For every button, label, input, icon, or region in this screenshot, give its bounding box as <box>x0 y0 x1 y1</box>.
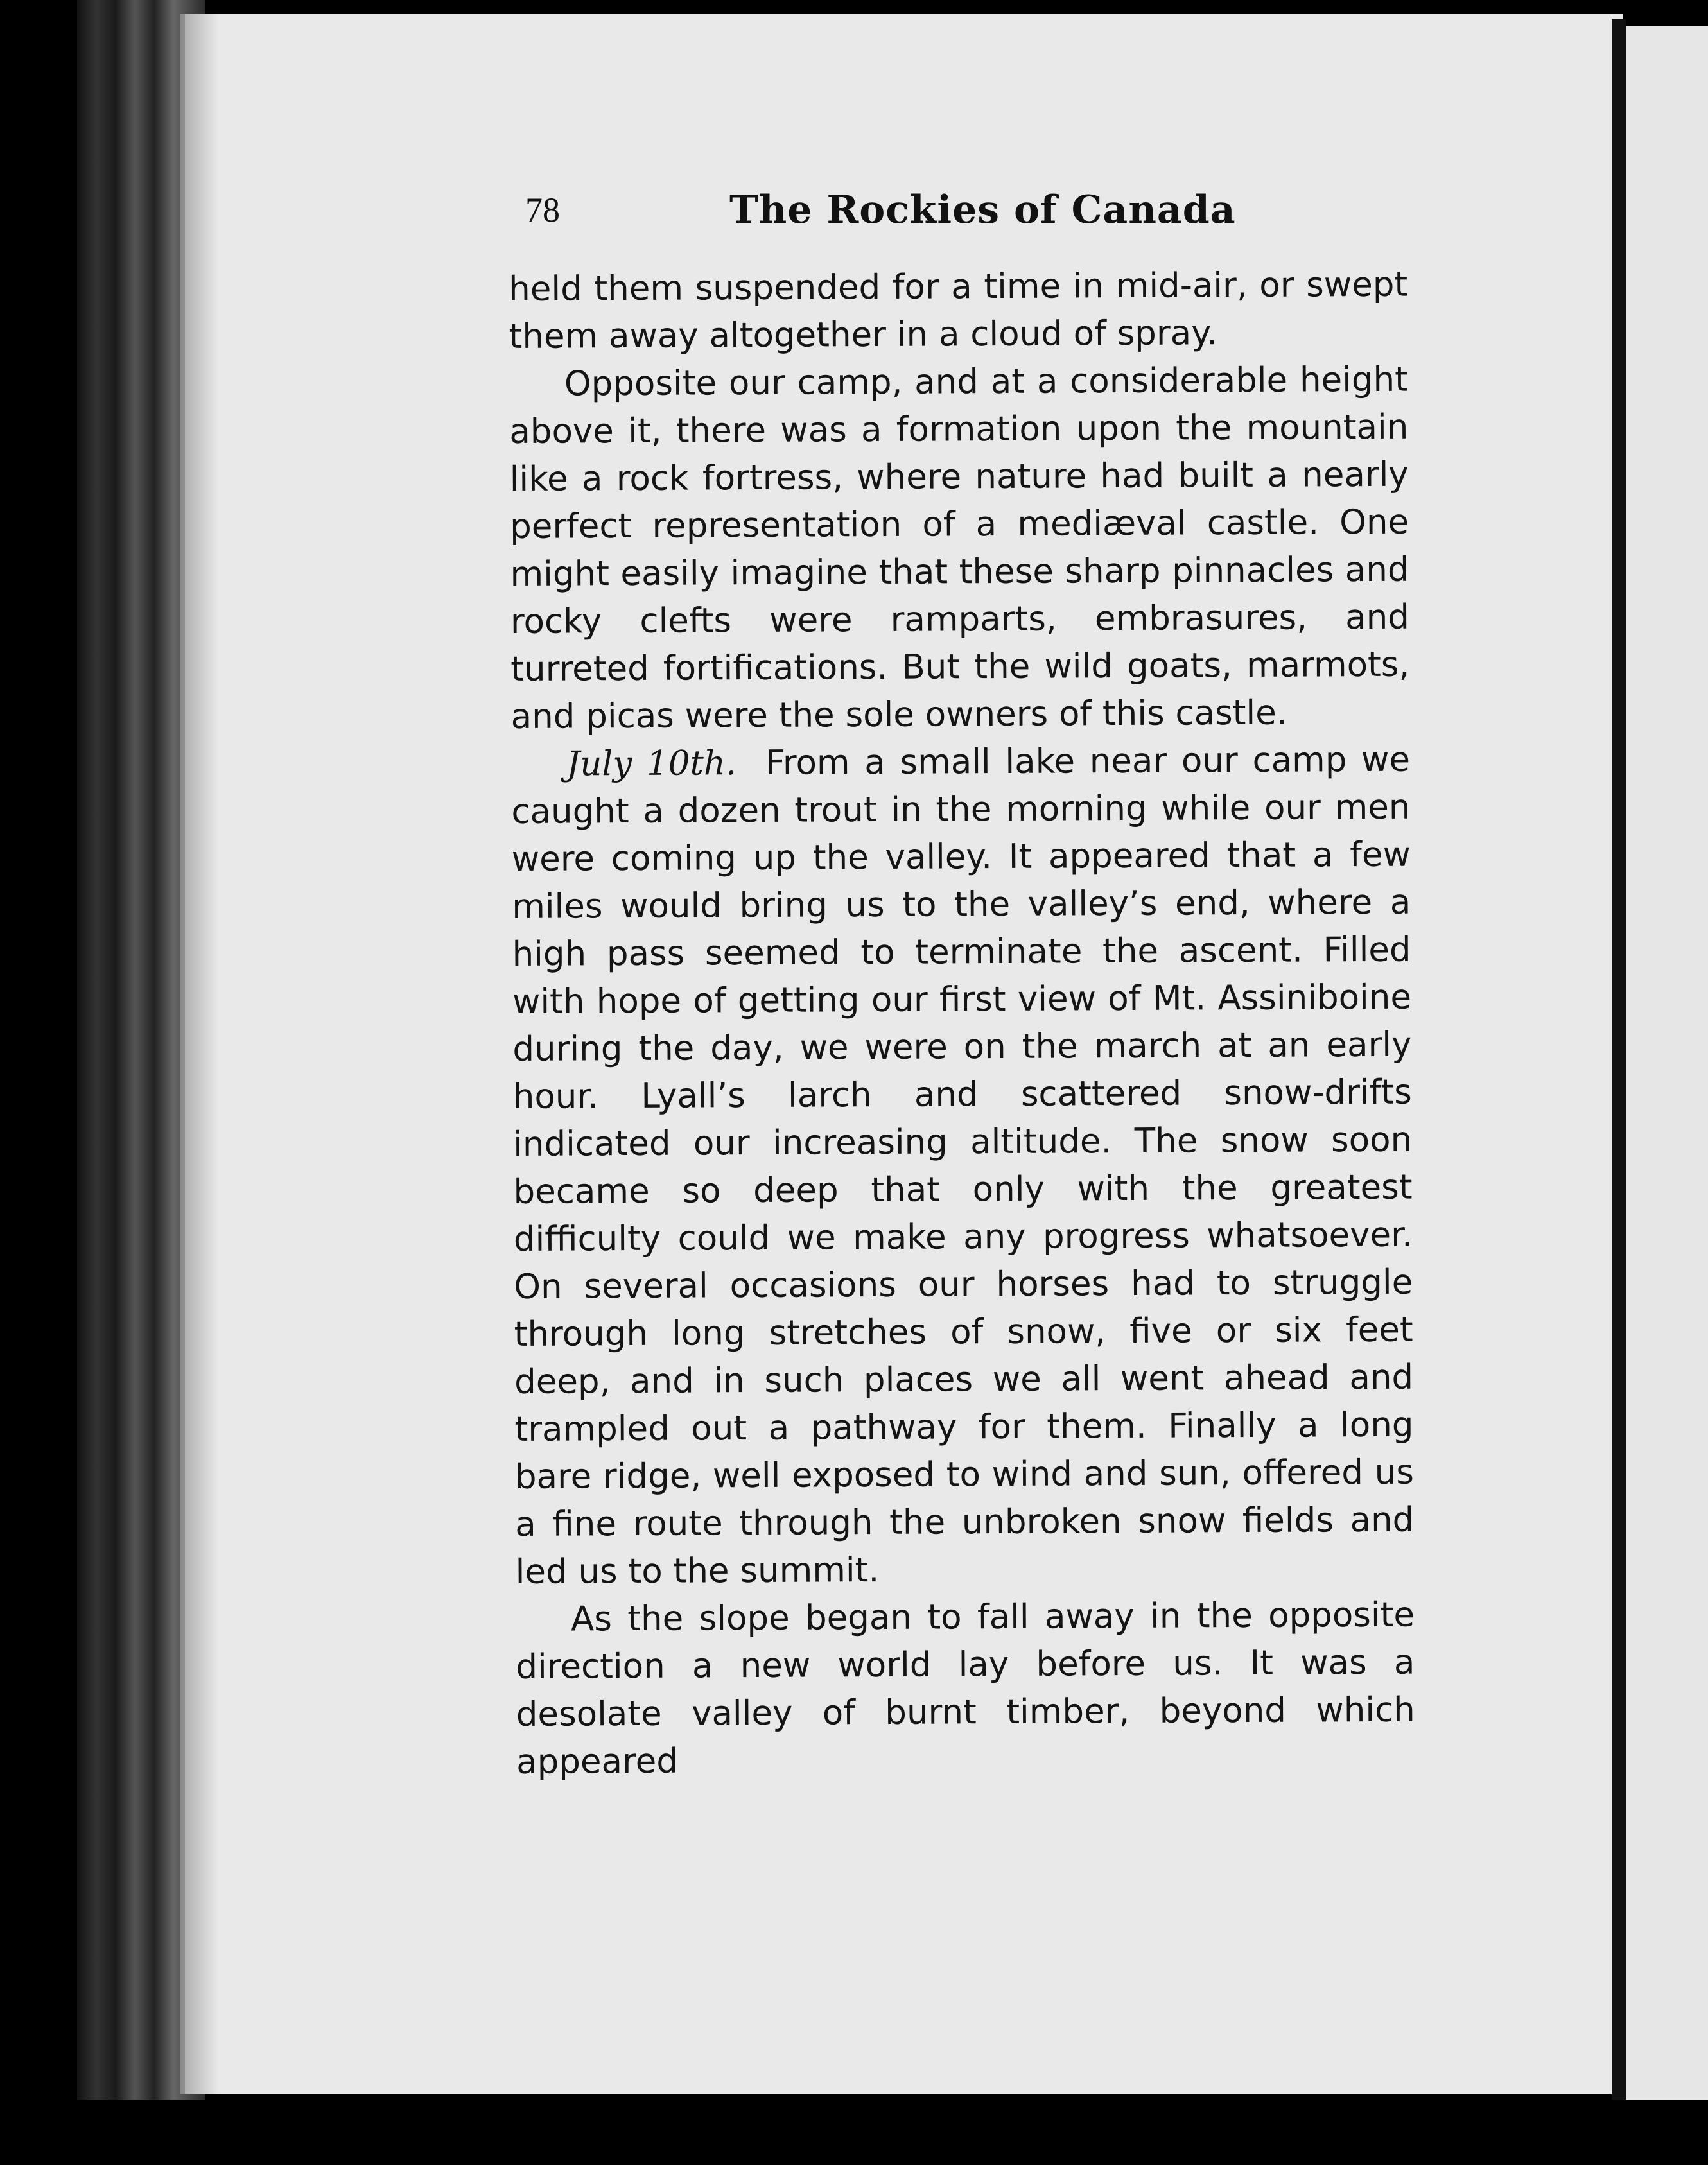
page-gutter-shadow <box>180 14 218 2094</box>
running-title: The Rockies of Canada <box>729 187 1236 232</box>
paragraph-3-text: From a small lake near our camp we caught a dozen trout in the morning while our men were coming up the valley. It appeared that a few miles would bring us to the valley’s end, where a high pass seemed to terminate the ascent. Filled with hope of getting our first view of Mt. Assiniboine during the day, we were on the march at an early hour. Lyall’s larch and scattered snow-drifts indicated our increasing altitude. The snow soon became so deep that only with the greatest difficulty could we make any progress whatsoever. On several occasions our horses had to struggle through long stretches of snow, five or six feet deep, and in such places we all went ahead and trampled out a pathway for them. Finally a long bare ridge, well exposed to wind and sun, offered us a fine route through the unbroken snow fields and led us to the summit. <box>511 740 1415 1592</box>
diary-date: July 10th. <box>566 743 736 784</box>
scan-border <box>0 2100 1708 2165</box>
facing-page-edge <box>1626 26 1708 2106</box>
running-head <box>525 187 1411 245</box>
paragraph-1: held them suspended for a time in mid-air, or swept them away altogether in a cloud of spray. <box>509 265 1408 356</box>
page-number: 78 <box>525 191 560 229</box>
body-text <box>509 261 1415 1786</box>
paragraph-3 <box>511 736 1415 1596</box>
page-edge-divider <box>1612 19 1626 2100</box>
paragraph-2: Opposite our camp, and at a considerable height above it, there was a formation upon the mountain like a rock fortress, where nature had built a nearly perfect representation of a mediæval castle. One might easily imagine that these sharp pinnacles and rocky clefts were ramparts, embrasures, and turreted fortifications. But the wild goats, marmots, and picas were the sole owners of this castle. <box>509 360 1410 736</box>
paragraph-4: As the slope began to fall away in the opposite direction a new world lay before us. It was a desolate valley of burnt timber, beyond which appeared <box>516 1595 1415 1782</box>
